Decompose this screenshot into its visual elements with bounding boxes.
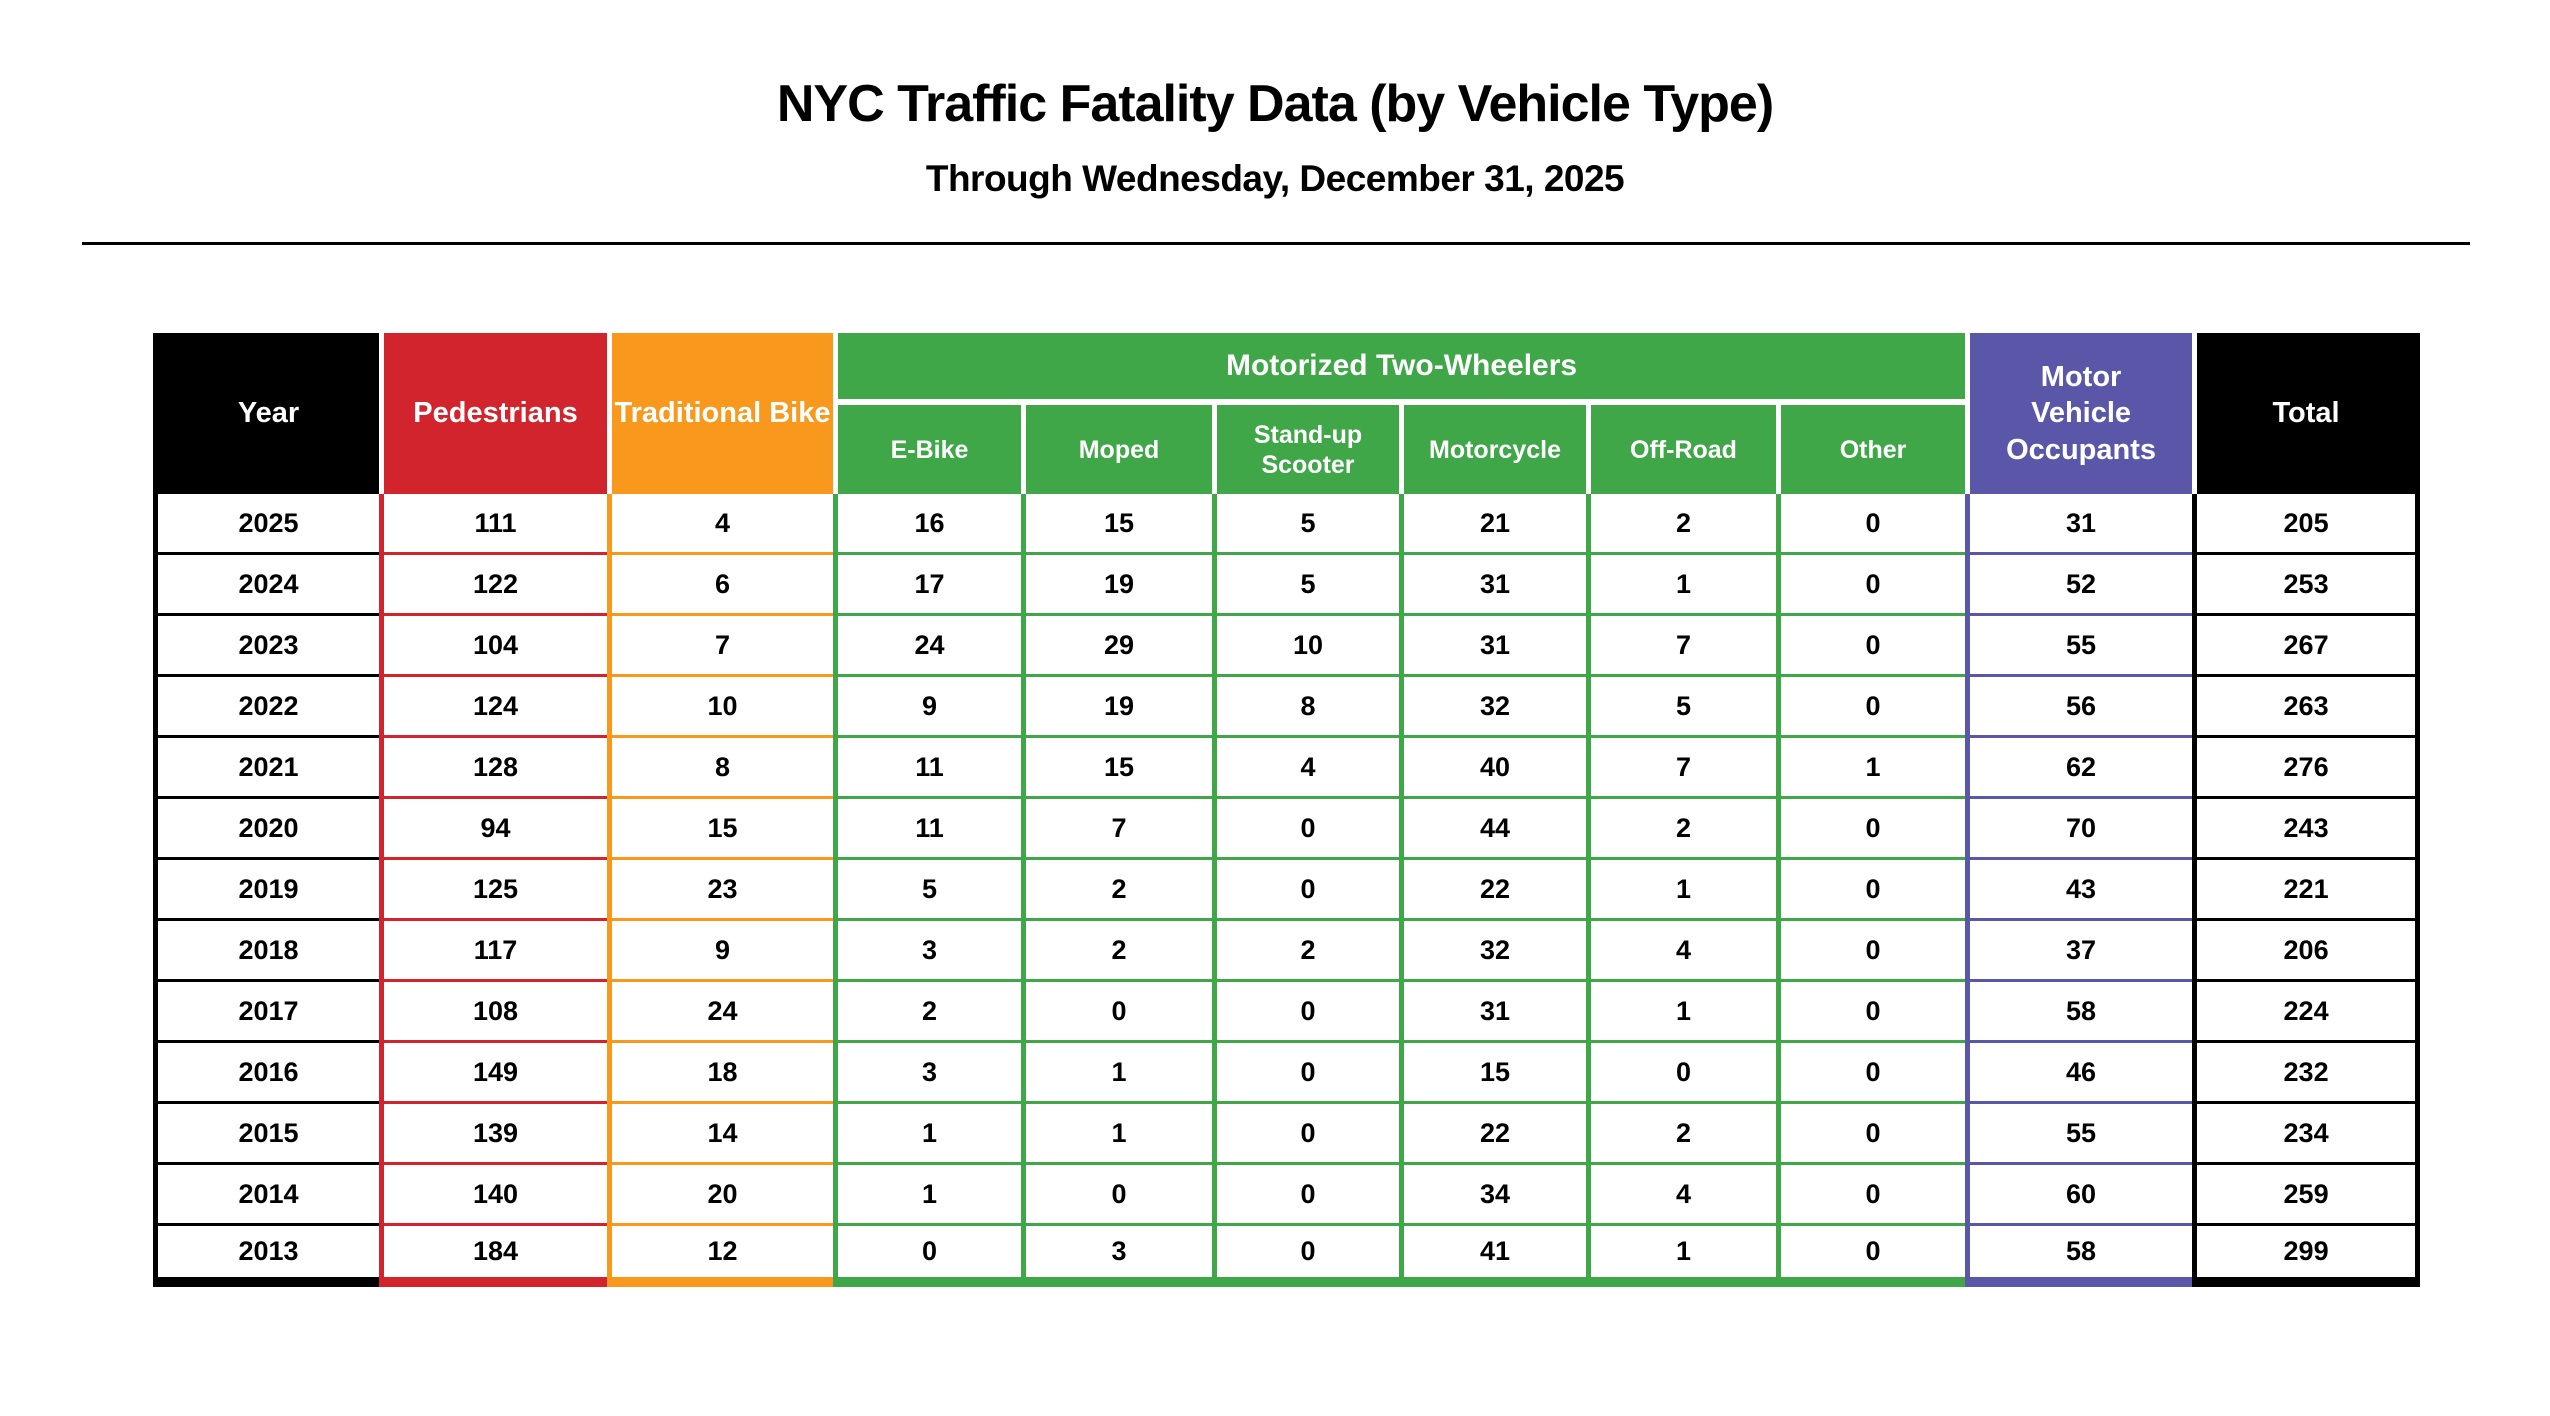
other-cell: 0 — [1776, 1226, 1965, 1287]
pedestrians-cell: 140 — [379, 1165, 607, 1226]
off-road-cell: 2 — [1586, 1104, 1776, 1165]
e-bike-cell: 3 — [833, 1043, 1021, 1104]
col-header-pedestrians: Pedestrians — [379, 333, 607, 494]
pedestrians-cell: 128 — [379, 738, 607, 799]
moped-cell: 1 — [1021, 1043, 1212, 1104]
year-cell: 2024 — [153, 555, 379, 616]
e-bike-cell: 1 — [833, 1104, 1021, 1165]
moped-cell: 2 — [1021, 860, 1212, 921]
off-road-cell: 7 — [1586, 738, 1776, 799]
traditional-bike-cell: 23 — [607, 860, 833, 921]
motor-vehicle-occupants-cell: 55 — [1965, 1104, 2192, 1165]
motor-vehicle-occupants-cell: 37 — [1965, 921, 2192, 982]
year-cell: 2018 — [153, 921, 379, 982]
year-cell: 2015 — [153, 1104, 379, 1165]
traditional-bike-cell: 20 — [607, 1165, 833, 1226]
moped-cell: 2 — [1021, 921, 1212, 982]
year-cell: 2014 — [153, 1165, 379, 1226]
col-group-header-motorized-two-wheelers: Motorized Two-Wheelers — [833, 333, 1965, 405]
traditional-bike-cell: 4 — [607, 494, 833, 555]
motor-vehicle-occupants-cell: 43 — [1965, 860, 2192, 921]
off-road-cell: 1 — [1586, 860, 1776, 921]
other-cell: 0 — [1776, 921, 1965, 982]
traditional-bike-cell: 6 — [607, 555, 833, 616]
stand-up-scooter-cell: 0 — [1212, 799, 1399, 860]
other-cell: 0 — [1776, 1165, 1965, 1226]
e-bike-cell: 3 — [833, 921, 1021, 982]
motorcycle-cell: 31 — [1399, 982, 1586, 1043]
stand-up-scooter-cell: 0 — [1212, 860, 1399, 921]
col-header-motor-vehicle-occupants: Motor Vehicle Occupants — [1965, 333, 2192, 494]
e-bike-cell: 16 — [833, 494, 1021, 555]
off-road-cell: 2 — [1586, 799, 1776, 860]
pedestrians-cell: 108 — [379, 982, 607, 1043]
stand-up-scooter-cell: 0 — [1212, 1226, 1399, 1287]
other-cell: 0 — [1776, 982, 1965, 1043]
moped-cell: 0 — [1021, 982, 1212, 1043]
motor-vehicle-occupants-cell: 58 — [1965, 982, 2192, 1043]
motorcycle-cell: 31 — [1399, 616, 1586, 677]
table-row — [153, 1165, 2420, 1226]
e-bike-cell: 9 — [833, 677, 1021, 738]
traditional-bike-cell: 24 — [607, 982, 833, 1043]
e-bike-cell: 17 — [833, 555, 1021, 616]
col-header-stand-up-scooter: Stand-up Scooter — [1212, 405, 1399, 494]
year-cell: 2016 — [153, 1043, 379, 1104]
motor-vehicle-occupants-cell: 52 — [1965, 555, 2192, 616]
other-cell: 0 — [1776, 799, 1965, 860]
page-subtitle: Through Wednesday, December 31, 2025 — [925, 158, 1625, 199]
other-cell: 1 — [1776, 738, 1965, 799]
e-bike-cell: 1 — [833, 1165, 1021, 1226]
other-cell: 0 — [1776, 616, 1965, 677]
col-header-e-bike: E-Bike — [833, 405, 1021, 494]
total-cell: 299 — [2192, 1226, 2420, 1287]
stand-up-scooter-cell: 0 — [1212, 1104, 1399, 1165]
motorcycle-cell: 31 — [1399, 555, 1586, 616]
moped-cell: 29 — [1021, 616, 1212, 677]
table-header — [153, 333, 2420, 494]
other-cell: 0 — [1776, 494, 1965, 555]
year-cell: 2022 — [153, 677, 379, 738]
moped-cell: 19 — [1021, 555, 1212, 616]
motor-vehicle-occupants-cell: 70 — [1965, 799, 2192, 860]
total-cell: 263 — [2192, 677, 2420, 738]
off-road-cell: 1 — [1586, 1226, 1776, 1287]
stand-up-scooter-cell: 4 — [1212, 738, 1399, 799]
pedestrians-cell: 184 — [379, 1226, 607, 1287]
pedestrians-cell: 94 — [379, 799, 607, 860]
traditional-bike-cell: 7 — [607, 616, 833, 677]
stand-up-scooter-cell: 5 — [1212, 494, 1399, 555]
col-header-motorcycle: Motorcycle — [1399, 405, 1586, 494]
off-road-cell: 5 — [1586, 677, 1776, 738]
traditional-bike-cell: 18 — [607, 1043, 833, 1104]
table-row — [153, 1104, 2420, 1165]
traditional-bike-cell: 12 — [607, 1226, 833, 1287]
table-body — [153, 494, 2420, 1287]
other-cell: 0 — [1776, 677, 1965, 738]
motorcycle-cell: 32 — [1399, 677, 1586, 738]
off-road-cell: 1 — [1586, 555, 1776, 616]
table-row — [153, 1043, 2420, 1104]
table-row — [153, 1226, 2420, 1287]
total-cell: 259 — [2192, 1165, 2420, 1226]
total-cell: 224 — [2192, 982, 2420, 1043]
year-cell: 2023 — [153, 616, 379, 677]
stand-up-scooter-cell: 8 — [1212, 677, 1399, 738]
motor-vehicle-occupants-cell: 58 — [1965, 1226, 2192, 1287]
divider-line — [82, 242, 2470, 245]
motorcycle-cell: 22 — [1399, 860, 1586, 921]
table-row — [153, 799, 2420, 860]
moped-cell: 15 — [1021, 738, 1212, 799]
traditional-bike-cell: 10 — [607, 677, 833, 738]
pedestrians-cell: 125 — [379, 860, 607, 921]
motorcycle-cell: 22 — [1399, 1104, 1586, 1165]
motorcycle-cell: 32 — [1399, 921, 1586, 982]
total-cell: 267 — [2192, 616, 2420, 677]
stand-up-scooter-cell: 5 — [1212, 555, 1399, 616]
year-cell: 2021 — [153, 738, 379, 799]
other-cell: 0 — [1776, 1043, 1965, 1104]
pedestrians-cell: 111 — [379, 494, 607, 555]
pedestrians-cell: 124 — [379, 677, 607, 738]
year-cell: 2020 — [153, 799, 379, 860]
year-cell: 2013 — [153, 1226, 379, 1287]
motor-vehicle-occupants-cell: 55 — [1965, 616, 2192, 677]
page-title: NYC Traffic Fatality Data (by Vehicle Type) — [776, 75, 1774, 133]
pedestrians-cell: 104 — [379, 616, 607, 677]
stand-up-scooter-cell: 0 — [1212, 982, 1399, 1043]
col-header-traditional-bike: Traditional Bike — [607, 333, 833, 494]
table-row — [153, 982, 2420, 1043]
motorcycle-cell: 34 — [1399, 1165, 1586, 1226]
moped-cell: 15 — [1021, 494, 1212, 555]
table-row — [153, 677, 2420, 738]
stand-up-scooter-cell: 2 — [1212, 921, 1399, 982]
table-row — [153, 921, 2420, 982]
table-row — [153, 860, 2420, 921]
motor-vehicle-occupants-cell: 60 — [1965, 1165, 2192, 1226]
table-row — [153, 616, 2420, 677]
e-bike-cell: 2 — [833, 982, 1021, 1043]
total-cell: 234 — [2192, 1104, 2420, 1165]
table-row — [153, 555, 2420, 616]
moped-cell: 19 — [1021, 677, 1212, 738]
total-cell: 243 — [2192, 799, 2420, 860]
total-cell: 206 — [2192, 921, 2420, 982]
header-row-main — [153, 333, 2420, 405]
motorcycle-cell: 41 — [1399, 1226, 1586, 1287]
off-road-cell: 4 — [1586, 1165, 1776, 1226]
off-road-cell: 4 — [1586, 921, 1776, 982]
year-cell: 2025 — [153, 494, 379, 555]
e-bike-cell: 0 — [833, 1226, 1021, 1287]
table-row — [153, 494, 2420, 555]
total-cell: 221 — [2192, 860, 2420, 921]
total-cell: 276 — [2192, 738, 2420, 799]
motor-vehicle-occupants-cell: 31 — [1965, 494, 2192, 555]
off-road-cell: 2 — [1586, 494, 1776, 555]
pedestrians-cell: 149 — [379, 1043, 607, 1104]
total-cell: 205 — [2192, 494, 2420, 555]
off-road-cell: 0 — [1586, 1043, 1776, 1104]
col-header-off-road: Off-Road — [1586, 405, 1776, 494]
year-cell: 2017 — [153, 982, 379, 1043]
col-header-moped: Moped — [1021, 405, 1212, 494]
pedestrians-cell: 122 — [379, 555, 607, 616]
col-header-other: Other — [1776, 405, 1965, 494]
traditional-bike-cell: 8 — [607, 738, 833, 799]
motor-vehicle-occupants-cell: 62 — [1965, 738, 2192, 799]
motor-vehicle-occupants-cell: 56 — [1965, 677, 2192, 738]
moped-cell: 1 — [1021, 1104, 1212, 1165]
motorcycle-cell: 40 — [1399, 738, 1586, 799]
other-cell: 0 — [1776, 860, 1965, 921]
other-cell: 0 — [1776, 555, 1965, 616]
fatality-table — [153, 333, 2420, 1287]
moped-cell: 3 — [1021, 1226, 1212, 1287]
col-header-year: Year — [153, 333, 379, 494]
moped-cell: 0 — [1021, 1165, 1212, 1226]
pedestrians-cell: 117 — [379, 921, 607, 982]
motorcycle-cell: 21 — [1399, 494, 1586, 555]
total-cell: 253 — [2192, 555, 2420, 616]
table-row — [153, 738, 2420, 799]
e-bike-cell: 11 — [833, 738, 1021, 799]
year-cell: 2019 — [153, 860, 379, 921]
moped-cell: 7 — [1021, 799, 1212, 860]
other-cell: 0 — [1776, 1104, 1965, 1165]
motorcycle-cell: 15 — [1399, 1043, 1586, 1104]
traditional-bike-cell: 15 — [607, 799, 833, 860]
stand-up-scooter-cell: 0 — [1212, 1043, 1399, 1104]
off-road-cell: 7 — [1586, 616, 1776, 677]
stand-up-scooter-cell: 10 — [1212, 616, 1399, 677]
e-bike-cell: 11 — [833, 799, 1021, 860]
total-cell: 232 — [2192, 1043, 2420, 1104]
motor-vehicle-occupants-cell: 46 — [1965, 1043, 2192, 1104]
e-bike-cell: 5 — [833, 860, 1021, 921]
traditional-bike-cell: 9 — [607, 921, 833, 982]
stand-up-scooter-cell: 0 — [1212, 1165, 1399, 1226]
traditional-bike-cell: 14 — [607, 1104, 833, 1165]
off-road-cell: 1 — [1586, 982, 1776, 1043]
e-bike-cell: 24 — [833, 616, 1021, 677]
motorcycle-cell: 44 — [1399, 799, 1586, 860]
pedestrians-cell: 139 — [379, 1104, 607, 1165]
col-header-total: Total — [2192, 333, 2420, 494]
